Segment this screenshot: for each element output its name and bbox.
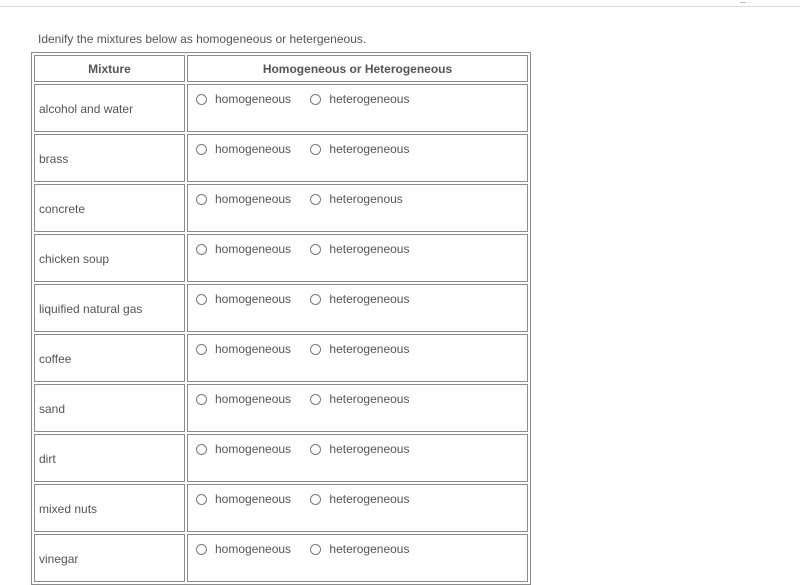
option-label: homogeneous [215,542,292,556]
table-row [34,334,528,382]
table-row [34,284,528,332]
top-divider [0,6,800,7]
option-homogeneous[interactable] [196,542,291,556]
option-heterogeneous[interactable] [310,342,409,356]
mixture-label: vinegar [34,534,185,582]
radio-button[interactable] [310,94,321,105]
mixture-label: liquified natural gas [34,284,185,332]
choice-cell [187,284,528,332]
radio-button[interactable] [196,194,207,205]
radio-button[interactable] [310,544,321,555]
table-header-row [34,55,528,82]
choice-cell [187,184,528,232]
table-row [34,134,528,182]
radio-button[interactable] [196,494,207,505]
option-label: heterogeneous [329,542,410,556]
option-heterogeneous[interactable] [310,392,409,406]
option-homogeneous[interactable] [196,192,291,206]
mixture-label: dirt [34,434,185,482]
table-row [34,384,528,432]
radio-button[interactable] [310,444,321,455]
radio-button[interactable] [196,394,207,405]
radio-button[interactable] [196,344,207,355]
top-edge-mark [740,0,746,3]
table-row [34,534,528,582]
option-label: homogeneous [215,492,292,506]
mixture-label: brass [34,134,185,182]
option-label: heterogeneous [329,492,410,506]
option-label: heterogenous [329,192,403,206]
radio-button[interactable] [196,294,207,305]
mixture-label: chicken soup [34,234,185,282]
table-row [34,84,528,132]
table-row [34,434,528,482]
option-label: heterogeneous [329,342,410,356]
option-homogeneous[interactable] [196,242,291,256]
mixture-label: alcohol and water [34,84,185,132]
option-label: homogeneous [215,342,292,356]
radio-button[interactable] [310,194,321,205]
mixture-label: sand [34,384,185,432]
choice-cell [187,84,528,132]
radio-button[interactable] [310,394,321,405]
option-heterogeneous[interactable] [310,242,409,256]
option-label: heterogeneous [329,242,410,256]
option-homogeneous[interactable] [196,292,291,306]
choice-cell [187,384,528,432]
option-heterogeneous[interactable] [310,142,409,156]
option-heterogeneous[interactable] [310,442,409,456]
option-label: homogeneous [215,442,292,456]
option-homogeneous[interactable] [196,442,291,456]
option-label: homogeneous [215,392,292,406]
choice-cell [187,434,528,482]
option-homogeneous[interactable] [196,392,291,406]
radio-button[interactable] [196,444,207,455]
table-row [34,234,528,282]
question-instruction: Idenify the mixtures below as homogeneous or hetergeneous. [38,32,367,46]
option-homogeneous[interactable] [196,142,291,156]
header-mixture: Mixture [34,55,185,82]
option-label: homogeneous [215,92,292,106]
radio-button[interactable] [196,544,207,555]
option-heterogeneous[interactable] [310,92,409,106]
radio-button[interactable] [310,244,321,255]
header-classification: Homogeneous or Heterogeneous [187,55,528,82]
radio-button[interactable] [310,344,321,355]
mixture-label: mixed nuts [34,484,185,532]
option-heterogeneous[interactable] [310,292,409,306]
table-row [34,484,528,532]
mixture-label: coffee [34,334,185,382]
mixture-label: concrete [34,184,185,232]
option-label: heterogeneous [329,142,410,156]
option-homogeneous[interactable] [196,92,291,106]
choice-cell [187,134,528,182]
radio-button[interactable] [196,144,207,155]
radio-button[interactable] [310,494,321,505]
mixtures-table [31,52,531,585]
option-label: homogeneous [215,142,292,156]
option-label: homogeneous [215,292,292,306]
radio-button[interactable] [310,144,321,155]
option-label: homogeneous [215,192,292,206]
choice-cell [187,234,528,282]
option-label: heterogeneous [329,292,410,306]
option-label: heterogeneous [329,392,410,406]
option-homogeneous[interactable] [196,342,291,356]
choice-cell [187,534,528,582]
choice-cell [187,484,528,532]
option-heterogeneous[interactable] [310,542,409,556]
table-row [34,184,528,232]
option-label: heterogeneous [329,92,410,106]
option-label: heterogeneous [329,442,410,456]
option-label: homogeneous [215,242,292,256]
option-heterogeneous[interactable] [310,192,402,206]
radio-button[interactable] [196,94,207,105]
choice-cell [187,334,528,382]
option-heterogeneous[interactable] [310,492,409,506]
option-homogeneous[interactable] [196,492,291,506]
radio-button[interactable] [310,294,321,305]
radio-button[interactable] [196,244,207,255]
